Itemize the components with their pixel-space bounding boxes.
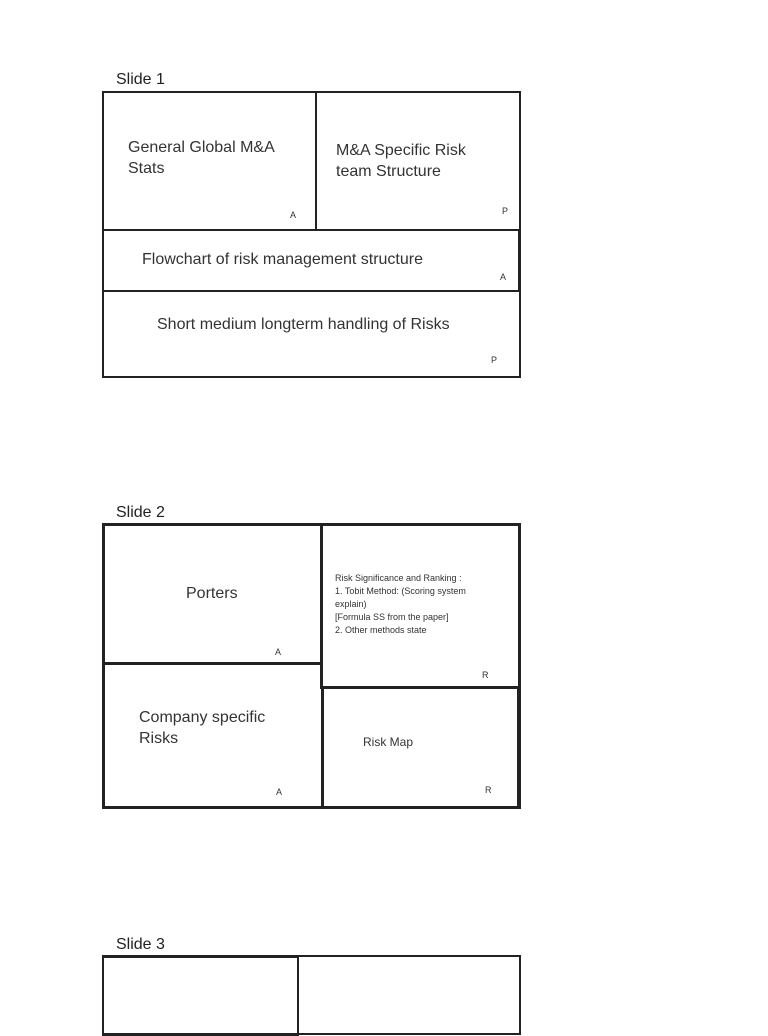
slide-1-cell-4-text: Short medium longterm handling of Risks	[157, 316, 450, 333]
slide-2-cell-4-text: Risk Map	[363, 735, 414, 749]
slide-2-cell-3-line: [Formula SS from the paper]	[335, 612, 449, 622]
slide-1-cell-1-mark: A	[290, 210, 297, 220]
slide-2-cell-1-text: Porters	[186, 585, 238, 602]
slide-2-cell-3-line: 2. Other methods state	[335, 625, 427, 635]
slide-2-cell-3-text	[335, 572, 495, 637]
slide-2-cell-1-mark: A	[275, 647, 282, 657]
slide-2-cell-3-line: Risk Significance and Ranking :	[335, 573, 462, 583]
slide-1-title: Slide 1	[116, 71, 165, 88]
slide-2-title: Slide 2	[116, 504, 165, 521]
slide-2-cell-2-text: Company specific Risks	[139, 709, 266, 747]
slide-2-cell-3-mark: R	[482, 670, 489, 680]
slide-2-cell-2-mark: A	[276, 787, 283, 797]
slide-1-cell-4-mark: P	[491, 355, 498, 365]
slide-2-cell-4-mark: R	[485, 785, 492, 795]
slide-3-cell-1	[102, 956, 299, 1036]
slide-1-cell-3-mark: A	[500, 272, 507, 282]
slide-3-title: Slide 3	[116, 936, 165, 953]
slide-1-cell-2-mark: P	[502, 206, 509, 216]
slide-1-cell-1-text: General Global M&A Stats	[128, 139, 274, 177]
slide-1-cell-2-text: M&A Specific Risk team Structure	[336, 142, 466, 180]
slide-2-cell-3-line: 1. Tobit Method: (Scoring system explain)	[335, 586, 466, 609]
slide-1-cell-4	[102, 290, 521, 378]
slide-1-cell-3-text: Flowchart of risk management structure	[142, 251, 423, 268]
